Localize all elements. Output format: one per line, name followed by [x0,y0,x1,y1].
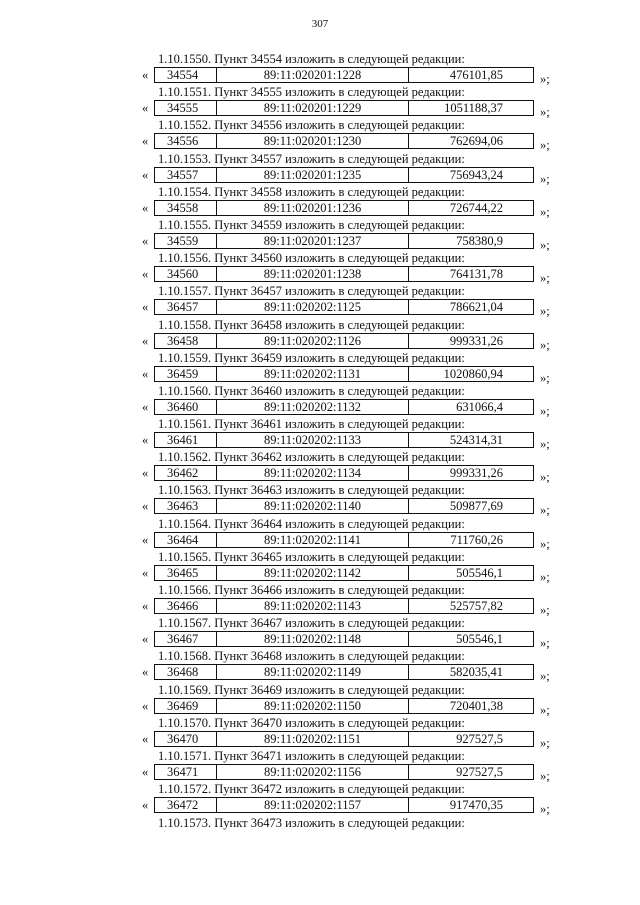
item-heading: 1.10.1560. Пункт 36460 изложить в следующей редакции: [158,383,465,398]
open-quote: « [142,267,149,282]
cadastral-number-cell: 89:11:020201:1228 [217,68,409,82]
cadastral-number-cell: 89:11:020202:1142 [217,566,409,580]
record-row [154,233,534,249]
close-quote: »; [540,105,550,120]
close-quote: »; [540,569,550,584]
item-number-cell: 36459 [155,367,217,381]
value-cell: 1020860,94 [443,366,503,381]
cadastral-number-cell: 89:11:020202:1134 [217,466,409,480]
item-heading: 1.10.1571. Пункт 36471 изложить в следующей редакции: [158,748,465,763]
cadastral-number-cell: 89:11:020202:1149 [217,665,409,679]
close-quote: »; [540,237,550,252]
cadastral-number-cell: 89:11:020201:1229 [217,101,409,115]
record-row [154,598,534,614]
record-row [154,167,534,183]
value-cell: 524314,31 [449,433,503,448]
item-number-cell: 34559 [155,234,217,248]
value-cell: 786621,04 [449,300,503,315]
close-quote: »; [540,669,550,684]
record-row [154,67,534,83]
item-heading: 1.10.1563. Пункт 36463 изложить в следующей редакции: [158,483,465,498]
amendment-entry [0,517,640,550]
open-quote: « [142,68,149,82]
item-heading: 1.10.1573. Пункт 36473 изложить в следующей редакции: [158,815,465,830]
item-heading: 1.10.1554. Пункт 34558 изложить в следующей редакции: [158,184,465,199]
open-quote: « [142,499,149,514]
item-heading: 1.10.1562. Пункт 36462 изложить в следующей редакции: [158,450,465,465]
record-row [154,565,534,581]
item-number-cell: 36457 [155,300,217,314]
amendment-entry [0,85,640,118]
item-number-cell: 36468 [155,665,217,679]
record-row [154,797,534,813]
amendment-entry [0,749,640,782]
value-cell: 758380,9 [456,233,503,248]
open-quote: « [142,665,149,680]
value-cell: 999331,26 [449,466,503,481]
value-cell: 476101,85 [449,68,503,82]
close-quote: »; [540,337,550,352]
open-quote: « [142,731,149,746]
close-quote: »; [540,171,550,186]
value-cell: 509877,69 [449,499,503,514]
record-row [154,664,534,680]
record-row [154,299,534,315]
open-quote: « [142,333,149,348]
amendment-entry [0,649,640,682]
item-number-cell: 36470 [155,732,217,746]
value-cell: 711760,26 [450,532,503,547]
cadastral-number-cell: 89:11:020201:1235 [217,168,409,182]
item-number-cell: 36461 [155,433,217,447]
amendment-entry [0,284,640,317]
record-row [154,465,534,481]
item-heading: 1.10.1559. Пункт 36459 изложить в следующей редакции: [158,350,465,365]
cadastral-number-cell: 89:11:020202:1148 [217,632,409,646]
open-quote: « [142,466,149,481]
record-row [154,532,534,548]
record-row [154,432,534,448]
record-row [154,266,534,282]
cadastral-number-cell: 89:11:020202:1140 [217,499,409,513]
cadastral-number-cell: 89:11:020201:1236 [217,201,409,215]
value-cell: 505546,1 [456,565,503,580]
close-quote: »; [540,138,550,153]
item-number-cell: 36472 [155,798,217,812]
amendment-entry [0,351,640,384]
value-cell: 917470,35 [449,798,503,813]
item-number-cell: 36458 [155,334,217,348]
amendment-entry [0,185,640,218]
item-number-cell: 36460 [155,400,217,414]
item-number-cell: 34557 [155,168,217,182]
item-number-cell: 36471 [155,765,217,779]
item-number-cell: 36467 [155,632,217,646]
value-cell: 505546,1 [456,632,503,647]
open-quote: « [142,233,149,248]
item-heading: 1.10.1556. Пункт 34560 изложить в следующей редакции: [158,251,465,266]
amendment-entry [0,318,640,351]
value-cell: 582035,41 [449,665,503,680]
record-row [154,764,534,780]
item-heading: 1.10.1555. Пункт 34559 изложить в следующей редакции: [158,217,465,232]
value-cell: 525757,82 [449,599,503,613]
open-quote: « [142,798,149,813]
open-quote: « [142,366,149,381]
record-row [154,631,534,647]
cadastral-number-cell: 89:11:020202:1143 [217,599,409,613]
item-heading: 1.10.1553. Пункт 34557 изложить в следующей редакции: [158,151,465,166]
item-number-cell: 34560 [155,267,217,281]
amendment-entry [0,118,640,151]
value-cell: 762694,06 [449,134,503,149]
item-heading: 1.10.1568. Пункт 36468 изложить в следующей редакции: [158,649,465,664]
close-quote: »; [540,768,550,783]
amendment-entry [0,251,640,284]
amendment-entry [0,616,640,649]
value-cell: 720401,38 [449,698,503,713]
cadastral-number-cell: 89:11:020202:1126 [217,334,409,348]
item-number-cell: 36469 [155,699,217,713]
record-row [154,333,534,349]
item-heading: 1.10.1552. Пункт 34556 изложить в следующей редакции: [158,118,465,133]
close-quote: »; [540,437,550,452]
open-quote: « [142,698,149,713]
value-cell: 764131,78 [449,267,503,282]
amendment-entry [0,52,640,85]
amendment-entry [0,782,640,815]
cadastral-number-cell: 89:11:020202:1156 [217,765,409,779]
open-quote: « [142,101,149,116]
item-heading: 1.10.1557. Пункт 36457 изложить в следующей редакции: [158,284,465,299]
value-cell: 927527,5 [456,731,503,746]
record-row [154,133,534,149]
record-row [154,698,534,714]
close-quote: »; [540,702,550,717]
close-quote: »; [540,72,550,86]
cadastral-number-cell: 89:11:020201:1238 [217,267,409,281]
close-quote: »; [540,304,550,319]
open-quote: « [142,399,149,414]
item-number-cell: 34556 [155,134,217,148]
item-heading: 1.10.1558. Пункт 36458 изложить в следующей редакции: [158,317,465,332]
record-row [154,200,534,216]
amendment-entry [0,384,640,417]
item-heading: 1.10.1567. Пункт 36467 изложить в следующей редакции: [158,616,465,631]
cadastral-number-cell: 89:11:020202:1132 [217,400,409,414]
amendment-entry [0,417,640,450]
cadastral-number-cell: 89:11:020202:1133 [217,433,409,447]
item-heading: 1.10.1572. Пункт 36472 изложить в следующей редакции: [158,782,465,797]
item-number-cell: 34555 [155,101,217,115]
close-quote: »; [540,503,550,518]
close-quote: »; [540,802,550,817]
value-cell: 999331,26 [449,333,503,348]
record-row [154,399,534,415]
item-number-cell: 34558 [155,201,217,215]
record-row [154,731,534,747]
amendment-entry [0,152,640,185]
amendment-entry [0,583,640,616]
cadastral-number-cell: 89:11:020202:1150 [217,699,409,713]
page-number: 307 [311,18,329,30]
open-quote: « [142,632,149,647]
close-quote: »; [540,470,550,485]
value-cell: 631066,4 [456,399,503,414]
amendment-entry [0,550,640,583]
record-row [154,366,534,382]
item-number-cell: 36466 [155,599,217,613]
value-cell: 756943,24 [449,167,503,182]
cadastral-number-cell: 89:11:020201:1237 [217,234,409,248]
open-quote: « [142,599,149,613]
open-quote: « [142,565,149,580]
cadastral-number-cell: 89:11:020202:1125 [217,300,409,314]
amendment-entry [0,716,640,749]
cadastral-number-cell: 89:11:020202:1157 [217,798,409,812]
cadastral-number-cell: 89:11:020202:1131 [217,367,409,381]
item-heading: 1.10.1566. Пункт 36466 изложить в следующей редакции: [158,583,465,597]
item-heading: 1.10.1564. Пункт 36464 изложить в следующей редакции: [158,516,465,531]
amendment-entry [0,483,640,516]
item-number-cell: 36463 [155,499,217,513]
open-quote: « [142,764,149,779]
close-quote: »; [540,603,550,617]
item-heading: 1.10.1570. Пункт 36470 изложить в следующей редакции: [158,715,465,730]
cadastral-number-cell: 89:11:020202:1141 [217,533,409,547]
close-quote: »; [540,536,550,551]
item-number-cell: 36462 [155,466,217,480]
close-quote: »; [540,403,550,418]
item-number-cell: 36465 [155,566,217,580]
close-quote: »; [540,204,550,219]
open-quote: « [142,433,149,448]
record-row [154,498,534,514]
open-quote: « [142,134,149,149]
item-heading: 1.10.1561. Пункт 36461 изложить в следующей редакции: [158,417,465,432]
close-quote: »; [540,636,550,651]
open-quote: « [142,167,149,182]
item-number-cell: 36464 [155,533,217,547]
item-heading: 1.10.1551. Пункт 34555 изложить в следующей редакции: [158,85,465,100]
open-quote: « [142,300,149,315]
amendment-entry [0,450,640,483]
open-quote: « [142,532,149,547]
open-quote: « [142,200,149,215]
value-cell: 1051188,37 [444,101,503,116]
item-heading: 1.10.1569. Пункт 36469 изложить в следующей редакции: [158,682,465,697]
close-quote: »; [540,735,550,750]
close-quote: »; [540,271,550,286]
item-heading: 1.10.1550. Пункт 34554 изложить в следующей редакции: [158,52,465,66]
amendment-list [0,52,640,830]
cadastral-number-cell: 89:11:020201:1230 [217,134,409,148]
amendment-entry [0,218,640,251]
amendment-entry [0,683,640,716]
cadastral-number-cell: 89:11:020202:1151 [217,732,409,746]
item-number-cell: 34554 [155,68,217,82]
value-cell: 726744,22 [449,200,503,215]
record-row [154,100,534,116]
close-quote: »; [540,370,550,385]
value-cell: 927527,5 [456,764,503,779]
item-heading: 1.10.1565. Пункт 36465 изложить в следующей редакции: [158,549,465,564]
